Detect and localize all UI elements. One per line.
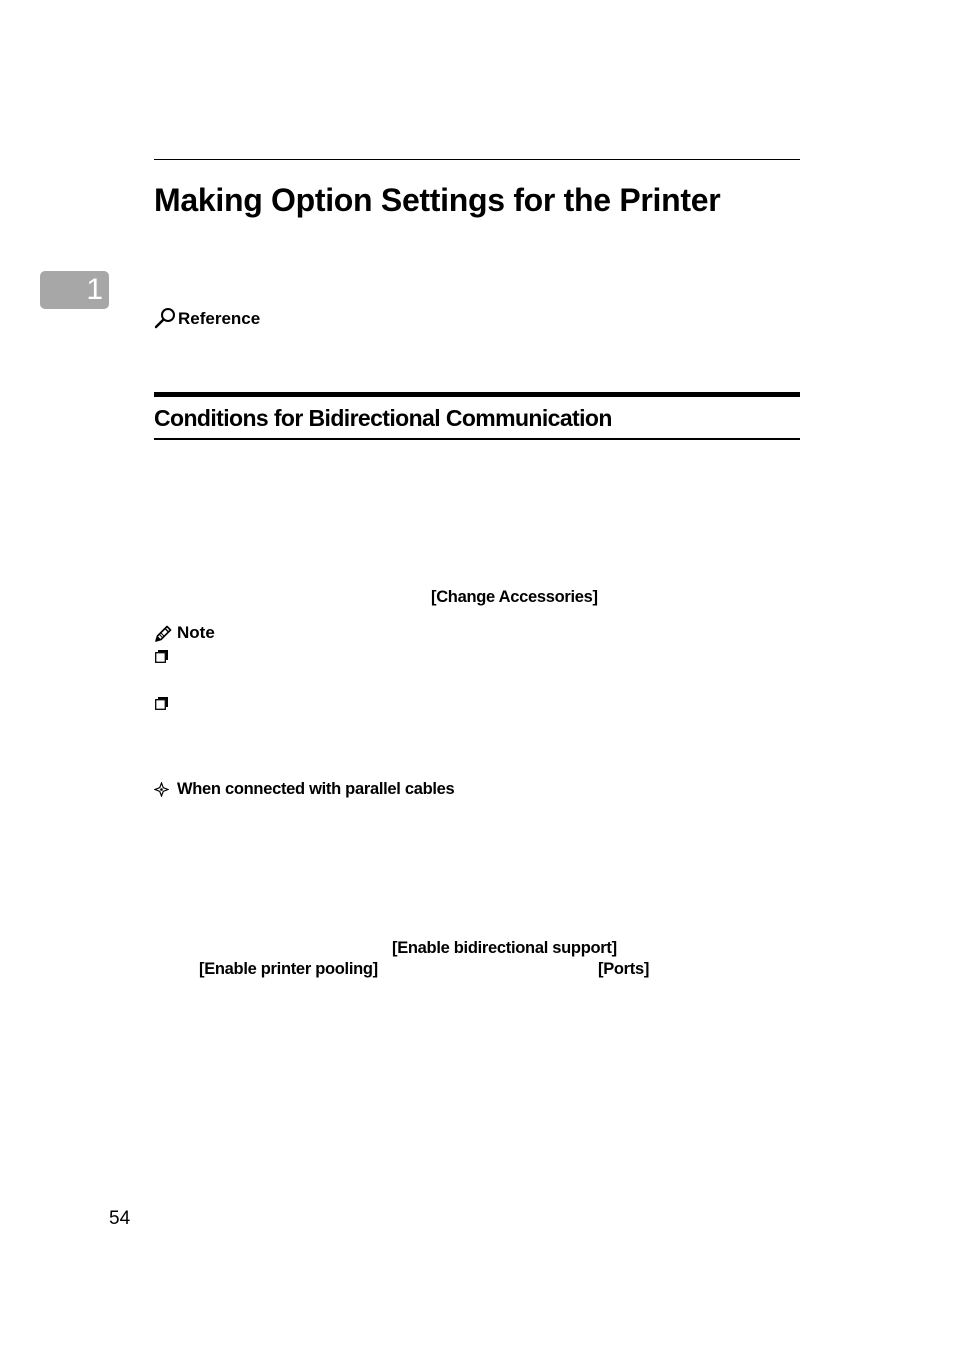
chapter-tab	[40, 271, 109, 309]
ports-keyword: [Ports]	[598, 960, 650, 978]
enable-pooling-keyword: [Enable printer pooling]	[199, 960, 378, 978]
parallel-subheading	[154, 779, 454, 799]
page-number: 54	[109, 1208, 131, 1229]
note-label: Note	[177, 623, 215, 642]
checkbox-bullet-icon	[155, 697, 168, 710]
reference-label: Reference	[178, 309, 261, 328]
magnifier-icon	[154, 307, 178, 329]
section-heading: Conditions for Bidirectional Communication	[154, 405, 612, 431]
top-rule	[154, 159, 800, 160]
parallel-heading-text: When connected with parallel cables	[177, 780, 455, 798]
diamond-bullet-icon	[154, 782, 177, 797]
reference-block	[154, 303, 260, 329]
section-top-rule	[154, 392, 800, 397]
change-accessories-keyword: [Change Accessories]	[431, 588, 598, 606]
chapter-number: 1	[86, 273, 103, 306]
checkbox-bullet-icon	[155, 650, 168, 663]
section-bottom-rule	[154, 438, 800, 440]
page-title: Making Option Settings for the Printer	[154, 182, 721, 218]
pencil-icon	[154, 624, 177, 643]
enable-bidirectional-keyword: [Enable bidirectional support]	[392, 939, 617, 957]
note-block	[154, 619, 215, 643]
